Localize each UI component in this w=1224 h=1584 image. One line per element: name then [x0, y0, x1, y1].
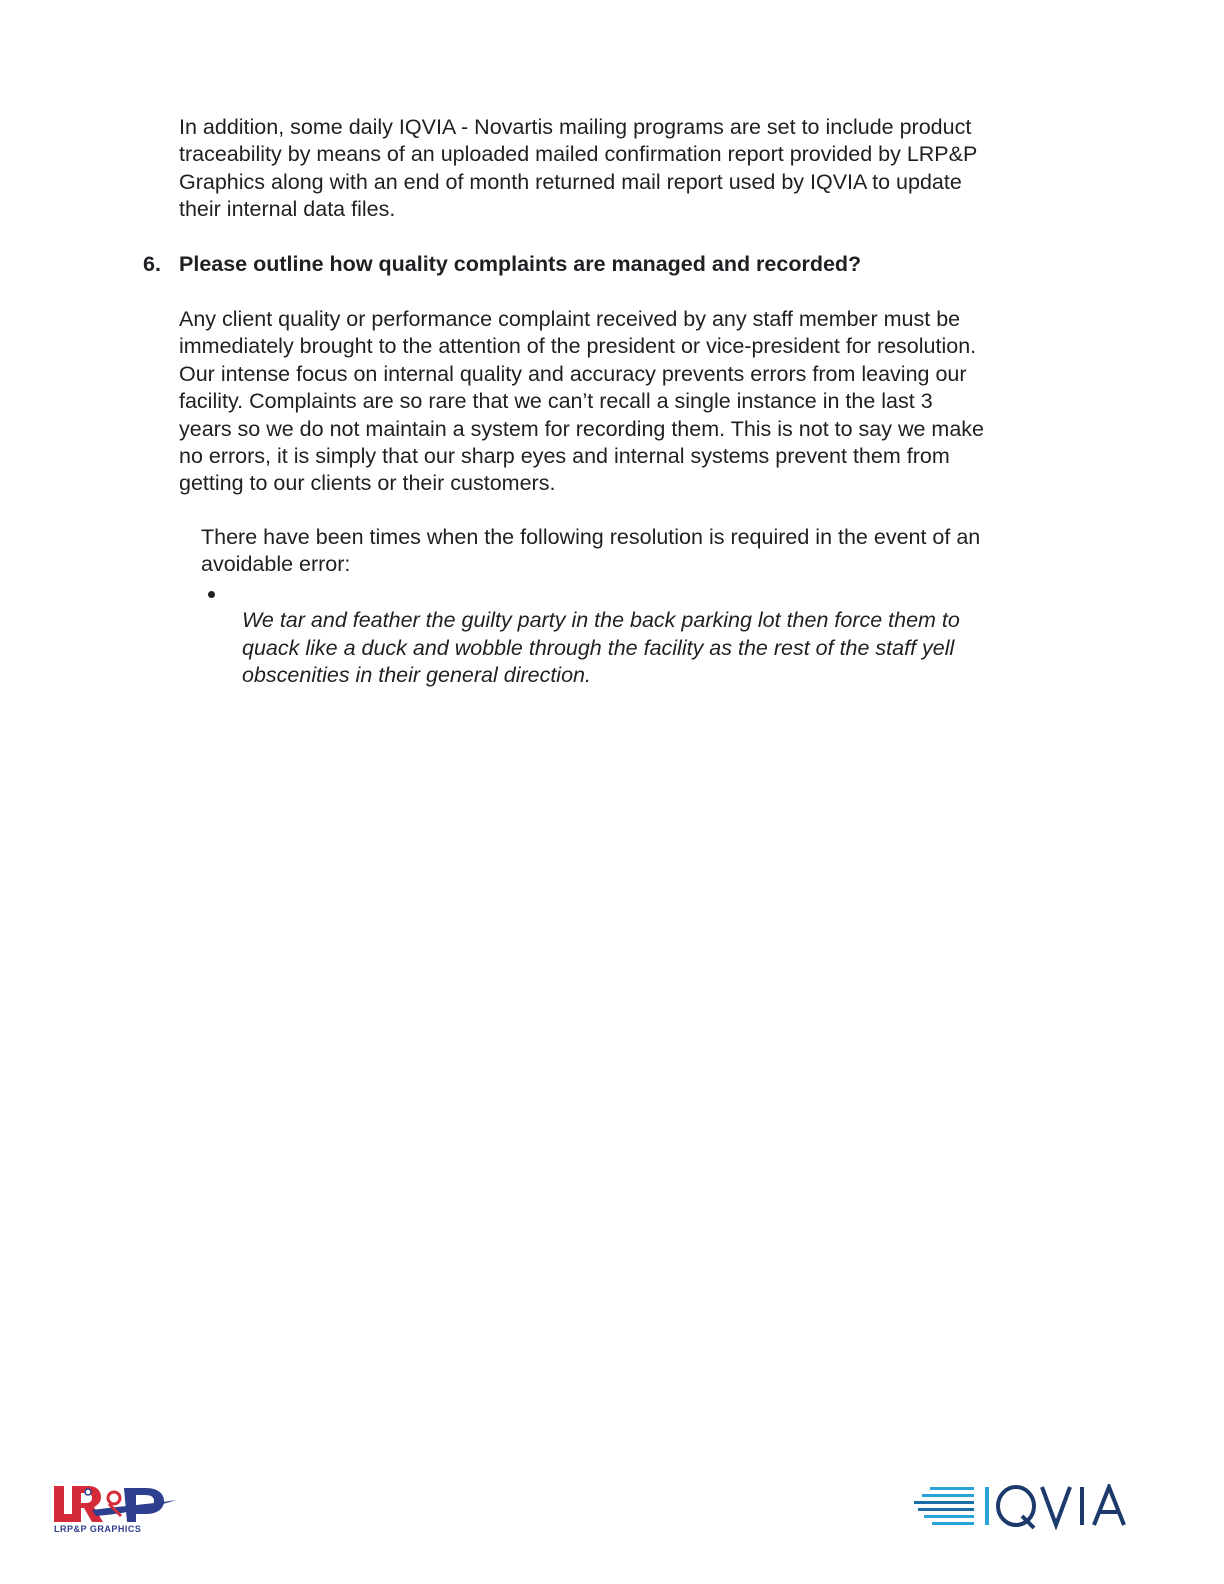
question-heading [143, 251, 1083, 278]
iqvia-logo [912, 1484, 1162, 1530]
resolution-bullet-list [201, 580, 1081, 690]
question-text: Please outline how quality complaints are managed and recorded? [179, 252, 862, 276]
bullet-text: We tar and feather the guilty party in the back parking lot then force them to quack like a duck and wobble through the facility as the rest of the staff yell obscenities in their general direction. [242, 608, 960, 688]
lrpp-graphics-logo [52, 1482, 182, 1538]
resolution-paragraph: There have been times when the following resolution is required in the event of an avoidable error: [201, 525, 981, 577]
lrpp-logo-caption: LRP&P GRAPHICS [54, 1524, 142, 1534]
lrpp-logo-mark-icon [52, 1482, 182, 1526]
answer-paragraph: Any client quality or performance complaint received by any staff member must be immediately brought to the attention of the president or vice-president for resolution. Our intense focus on internal quality and accuracy prevents errors from leaving our facility. Complaints are so rare that we can’t recall a single instance in the last 3 years so we do not maintain a system for recording them. This is not to say we make no errors, it is simply that our sharp eyes and internal systems prevent them from getting to our clients or their customers. [179, 307, 985, 496]
iqvia-logo-mark-icon [912, 1484, 1162, 1530]
intro-paragraph: In addition, some daily IQVIA - Novartis mailing programs are set to include product traceability by means of an uploaded mailed confirmation report provided by LRP&P Graphics along with an end of month returned mail report used by IQVIA to update their internal data files. [179, 115, 978, 222]
question-number: 6. [143, 252, 161, 276]
bullet-icon [208, 591, 215, 598]
list-item [201, 580, 1081, 690]
